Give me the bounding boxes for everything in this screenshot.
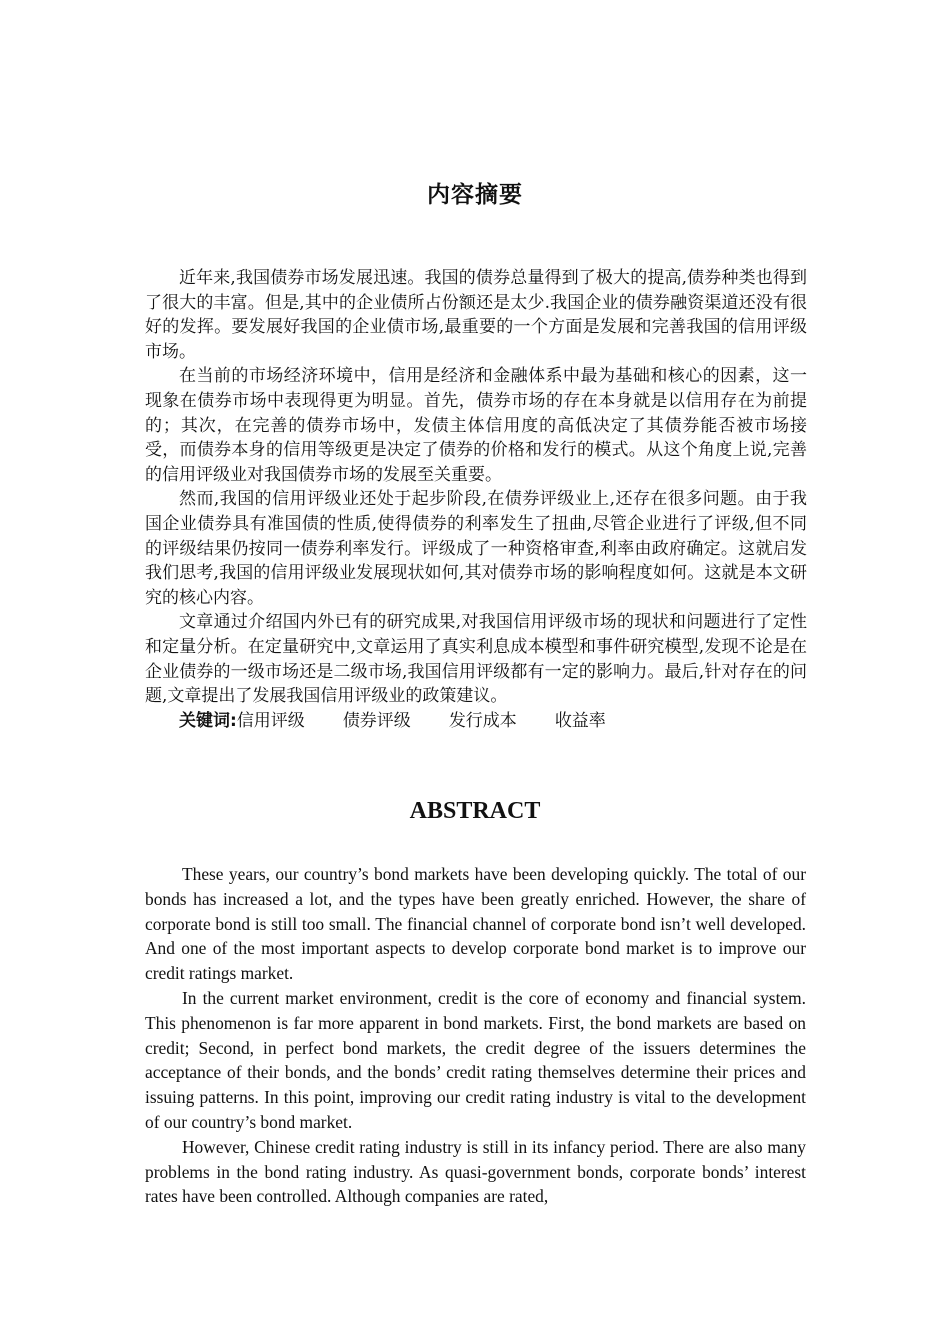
keyword-item: 信用评级	[236, 710, 305, 731]
english-paragraph-3: However, Chinese credit rating industry is still in its infancy period. There are also many problems in the bond rating industry. As quasi-government bonds, corporate bonds’ interest rates have been controlled. Although companies are rated,	[145, 1136, 806, 1207]
chinese-paragraph-2: 在当前的市场经济环境中，信用是经济和金融体系中最为基础和核心的因素，这一现象在债券市场中表现得更为明显。首先，债券市场的存在本身就是以信用存在为前提的；其次，在完善的债券市场中，发债主体信用度的高低决定了其债券能否被市场接受，而债券本身的信用等级更是决定了债券的价格和发行的模式。从这个角度上说,完善的信用评级业对我国债券市场的发展至关重要。	[145, 366, 807, 485]
chinese-paragraph-3: 然而,我国的信用评级业还处于起步阶段,在债券评级业上,还存在很多问题。由于我国企业债券具有准国债的性质,使得债券的利率发生了扭曲,尽管企业进行了评级,但不同的评级结果仍按同一债券利率发行。评级成了一种资格审查,利率由政府确定。这就启发我们思考,我国的信用评级业发展现状如何,其对债券市场的影响程度如何。这就是本文研究的核心内容。	[145, 489, 807, 608]
keyword-item: 债券评级	[342, 710, 411, 731]
english-paragraph-2: In the current market environment, credit is the core of economy and financial system. This phenomenon is far more apparent in bond markets. First, the bond markets are based on credit; Second, in perfect bond markets, the credit degree of the issuers determines the acceptance of their bonds, and the bonds’ credit rating themselves determine their prices and issuing patterns. In this point, improving our credit rating industry is vital to the development of our country’s bond market.	[145, 987, 806, 1132]
english-abstract-title: ABSTRACT	[409, 798, 541, 824]
keyword-item: 收益率	[554, 710, 606, 731]
chinese-paragraph-4: 文章通过介绍国内外已有的研究成果,对我国信用评级市场的现状和问题进行了定性和定量分析。在定量研究中,文章运用了真实利息成本模型和事件研究模型,发现不论是在企业债券的一级市场还是二级市场,我国信用评级都有一定的影响力。最后,针对存在的问题,文章提出了发展我国信用评级业的政策建议。	[145, 612, 807, 707]
english-abstract-body	[145, 862, 806, 1209]
keyword-item: 发行成本	[448, 710, 517, 731]
chinese-paragraph-1: 近年来,我国债券市场发展迅速。我国的债券总量得到了极大的提高,债券种类也得到了很大的丰富。但是,其中的企业债所占份额还是太少.我国企业的债券融资渠道还没有很好的发挥。要发展好我国的企业债市场,最重要的一个方面是发展和完善我国的信用评级市场。	[145, 268, 807, 362]
keywords-line	[145, 709, 807, 734]
english-paragraph-1: These years, our country’s bond markets have been developing quickly. The total of our bonds has increased a lot, and the types have been greatly enriched. However, the share of corporate bond is still too small. The financial channel of corporate bond isn’t well developed. And one of the most important aspects to develop corporate bond market is to improve our credit ratings market.	[145, 864, 806, 984]
keywords-label: 关键词:	[179, 710, 237, 731]
chinese-abstract-title: 内容摘要	[427, 182, 523, 208]
chinese-abstract-body	[145, 266, 807, 733]
